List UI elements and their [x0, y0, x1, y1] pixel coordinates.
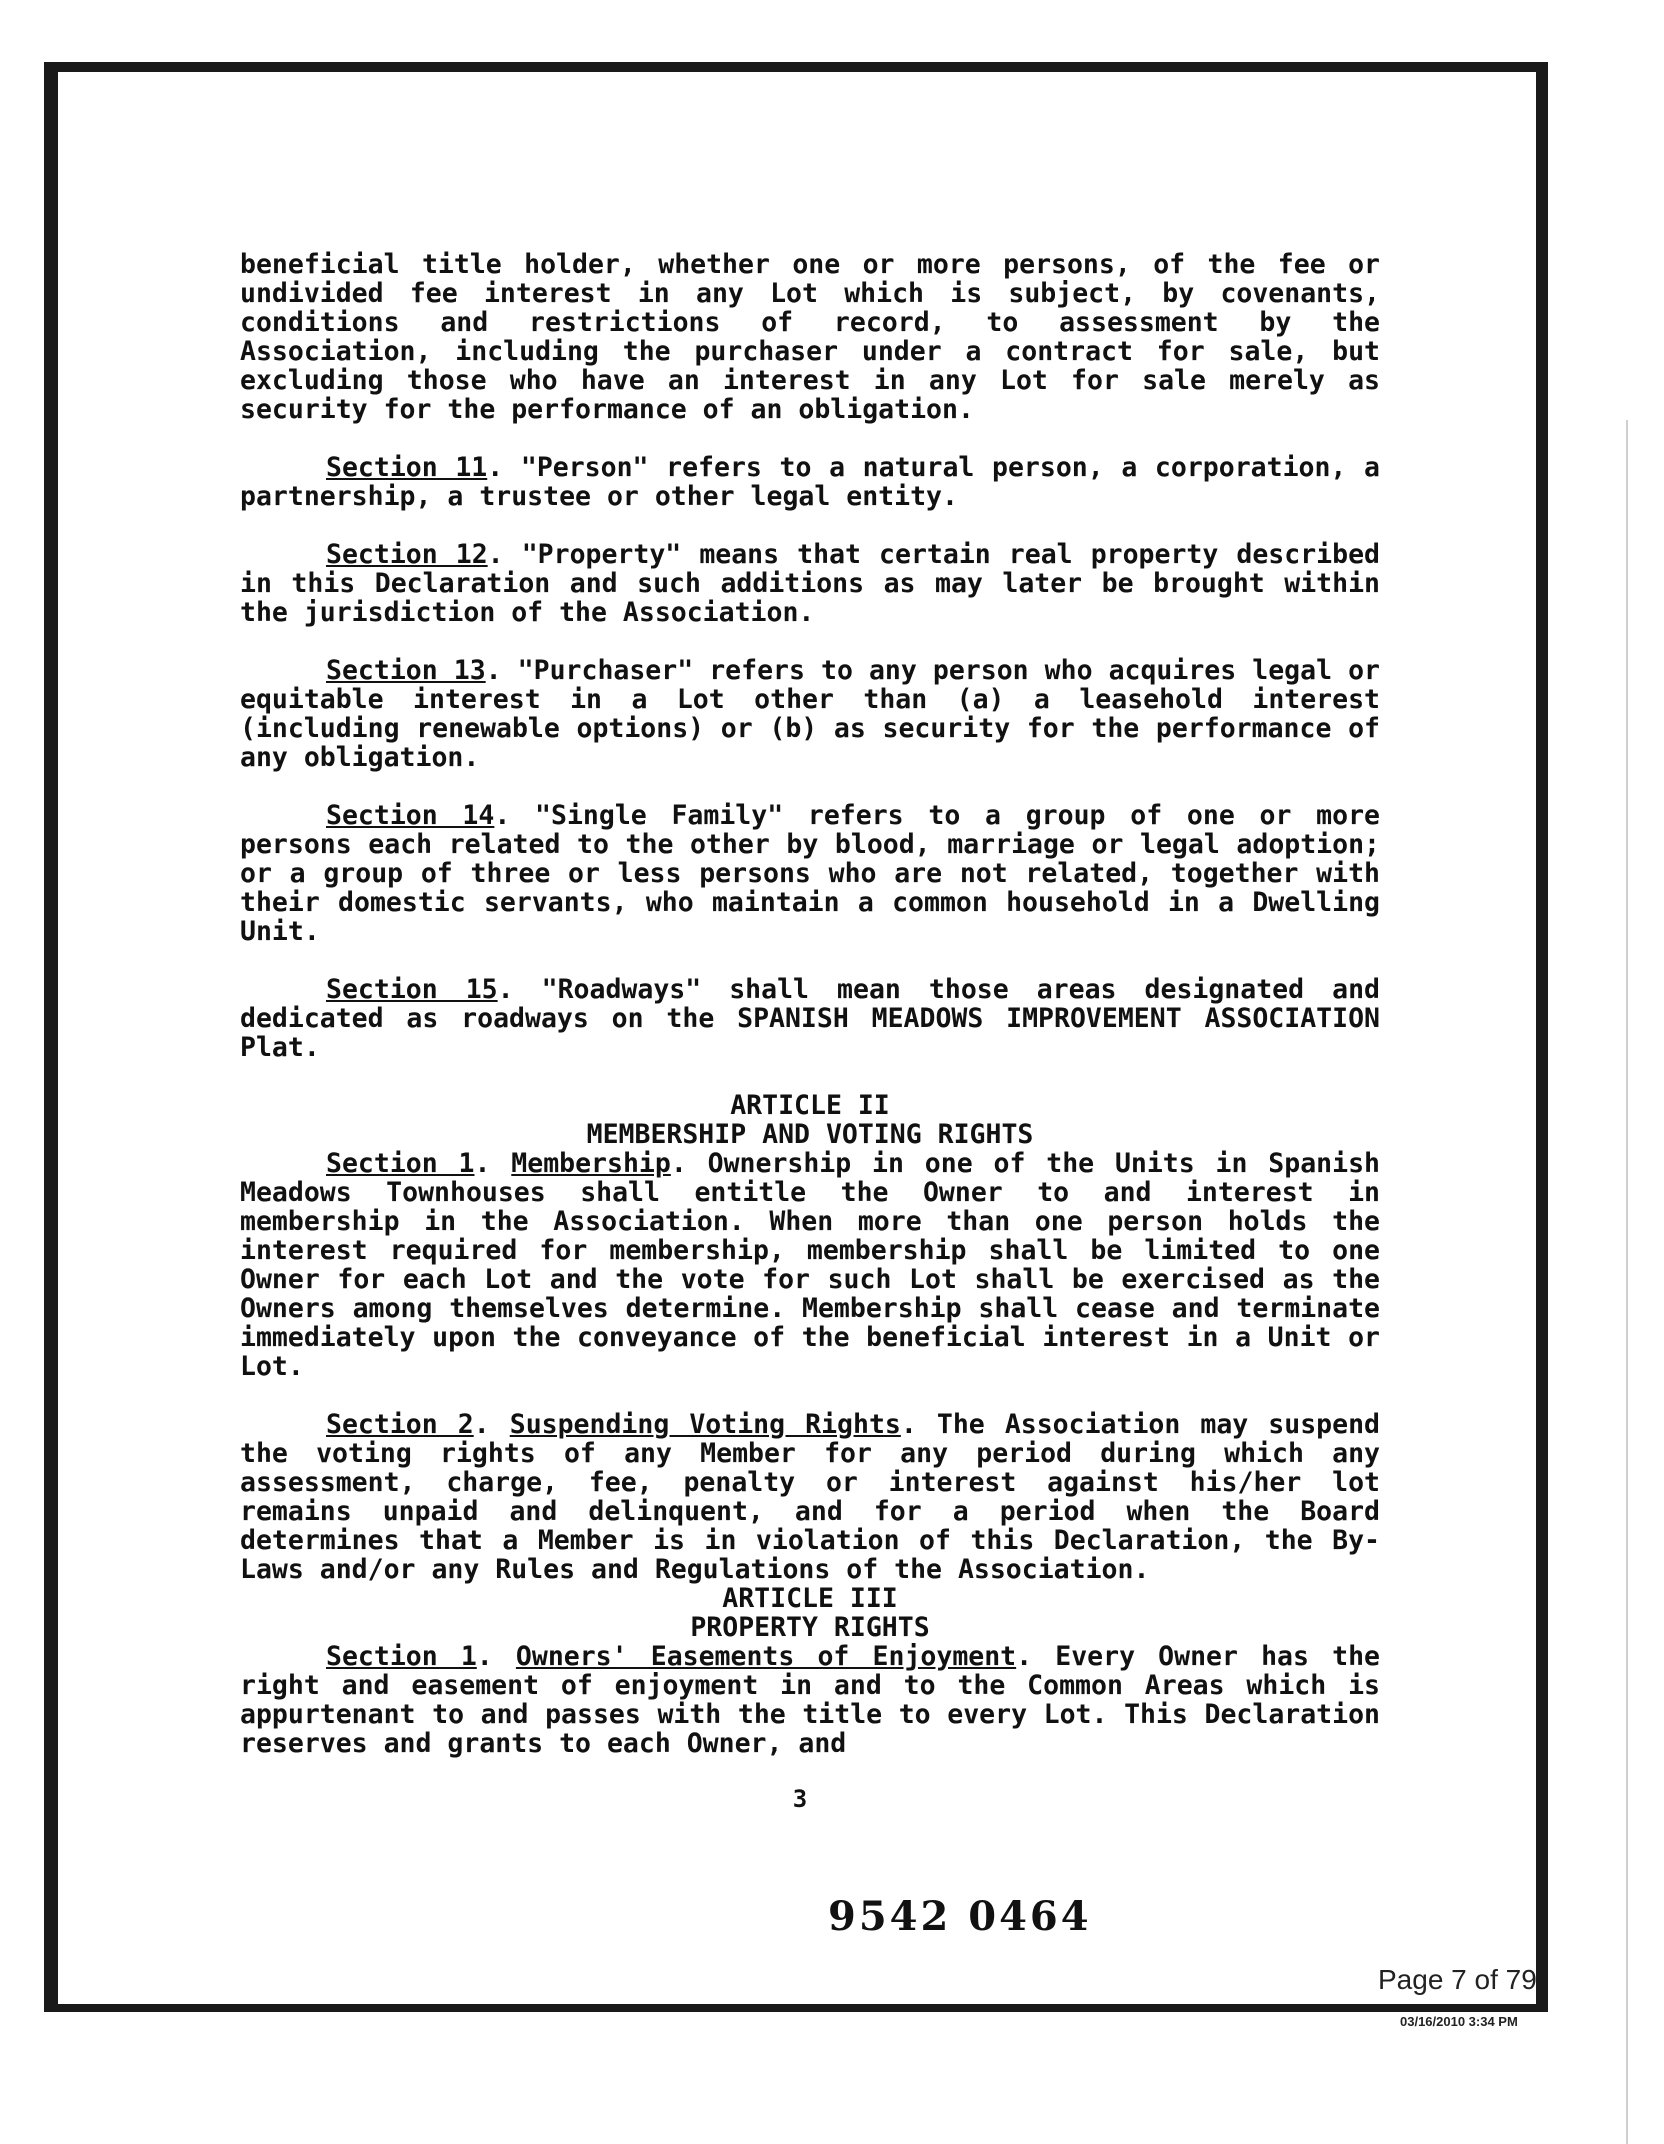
section-title: Membership [511, 1148, 671, 1179]
timestamp: 03/16/2010 3:34 PM [1400, 2014, 1518, 2029]
section-text: Ownership in one of the Units in Spanish Meadows Townhouses shall entitle the Owner to and interest in membership in the Association. When more than one person holds the interest required for membership, membership shall be limited to one Owner for each Lot and the vote for such Lot shall be exercised as the Owners among themselves determine. Membership shall cease and terminate immediately upon the conveyance of the beneficial interest in a Unit or Lot. [240, 1148, 1380, 1382]
section-text: "Single Family" refers to a group of one or more persons each related to the other by blood, marriage or legal adoption; or a group of three or less persons who are not related, together with their domestic servants, who maintain a common household in a Dwelling Unit. [240, 800, 1380, 947]
article-3-title: ARTICLE III [722, 1583, 898, 1614]
article-3-heading: PROPERTY RIGHTS [690, 1612, 930, 1643]
section-text: "Person" refers to a natural person, a corporation, a partnership, a trustee or other legal entity. [240, 452, 1380, 512]
scan-edge-line [1626, 420, 1628, 2144]
section-text: "Property" means that certain real property described in this Declaration and such additions as may later be brought within the jurisdiction of the Association. [240, 539, 1380, 628]
section-label: Section 1 [326, 1641, 477, 1672]
section-title: Owners' Easements of Enjoyment [515, 1641, 1017, 1672]
section-label: Section 14 [326, 800, 495, 831]
section-14: Section 14. "Single Family" refers to a group of one or more persons each related to the other by blood, marriage or legal adoption; or a group of three or less persons who are not related, together with their domestic servants, who maintain a common household in a Dwelling Unit. [240, 800, 1380, 947]
section-label: Section 1 [326, 1148, 475, 1179]
article-2-heading: MEMBERSHIP AND VOTING RIGHTS [586, 1119, 1034, 1150]
article-2-section-2: Section 2. Suspending Voting Rights. The Association may suspend the voting rights of any Member for any period during which any assessment, charge, fee, penalty or interest against his/her lot remains unpaid and delinquent, and for a period when the Board determines that a Member is in violation of this Declaration, the By-Laws and/or any Rules and Regulations of the Association. [240, 1409, 1380, 1585]
article-2-title: ARTICLE II [730, 1090, 890, 1121]
page-count: Page 7 of 79 [1378, 1964, 1537, 1995]
document-body [240, 250, 1380, 1758]
section-12: Section 12. "Property" means that certain real property described in this Declaration and such additions as may later be brought within the jurisdiction of the Association. [240, 539, 1380, 628]
section-15: Section 15. "Roadways" shall mean those areas designated and dedicated as roadways on the SPANISH MEADOWS IMPROVEMENT ASSOCIATION Plat. [240, 974, 1380, 1063]
section-label: Section 13 [326, 655, 486, 686]
section-title: Suspending Voting Rights [509, 1409, 901, 1440]
document-number: 9542 0464 [828, 1893, 1092, 1940]
article-3-section-1: Section 1. Owners' Easements of Enjoyment. Every Owner has the right and easement of enjoyment in and to the Common Areas which is appurtenant to and passes with the title to every Lot. This Declaration reserves and grants to each Owner, and [240, 1641, 1380, 1759]
section-label: Section 12 [326, 539, 488, 570]
section-13: Section 13. "Purchaser" refers to any person who acquires legal or equitable interest in a Lot other than (a) a leasehold interest (including renewable options) or (b) as security for the performance of any obligation. [240, 655, 1380, 773]
section-text: The Association may suspend the voting rights of any Member for any period during which any assessment, charge, fee, penalty or interest against his/her lot remains unpaid and delinquent, and for a period when the Board determines that a Member is in violation of this Declaration, the By-Laws and/or any Rules and Regulations of the Association. [240, 1409, 1380, 1585]
section-text: "Roadways" shall mean those areas designated and dedicated as roadways on the SPANISH MEADOWS IMPROVEMENT ASSOCIATION Plat. [240, 974, 1380, 1063]
paragraph-intro: beneficial title holder, whether one or more persons, of the fee or undivided fee interest in any Lot which is subject, by covenants, conditions and restrictions of record, to assessment by the Association, including the purchaser under a contract for sale, but excluding those who have an interest in any Lot for sale merely as security for the performance of an obligation. [240, 249, 1380, 425]
section-text: "Purchaser" refers to any person who acquires legal or equitable interest in a Lot other than (a) a leasehold interest (including renewable options) or (b) as security for the performance of any obligation. [240, 655, 1380, 773]
section-label: Section 2 [326, 1409, 474, 1440]
section-11: Section 11. "Person" refers to a natural person, a corporation, a partnership, a trustee or other legal entity. [240, 452, 1380, 512]
article-2-section-1: Section 1. Membership. Ownership in one of the Units in Spanish Meadows Townhouses shall entitle the Owner to and interest in membership in the Association. When more than one person holds the interest required for membership, membership shall be limited to one Owner for each Lot and the vote for such Lot shall be exercised as the Owners among themselves determine. Membership shall cease and terminate immediately upon the conveyance of the beneficial interest in a Unit or Lot. [240, 1148, 1380, 1382]
page-number: 3 [792, 1785, 808, 1813]
section-label: Section 11 [326, 452, 488, 483]
section-text: Every Owner has the right and easement of enjoyment in and to the Common Areas which is appurtenant to and passes with the title to every Lot. This Declaration reserves and grants to each Owner, and [240, 1641, 1380, 1759]
section-label: Section 15 [326, 974, 498, 1005]
